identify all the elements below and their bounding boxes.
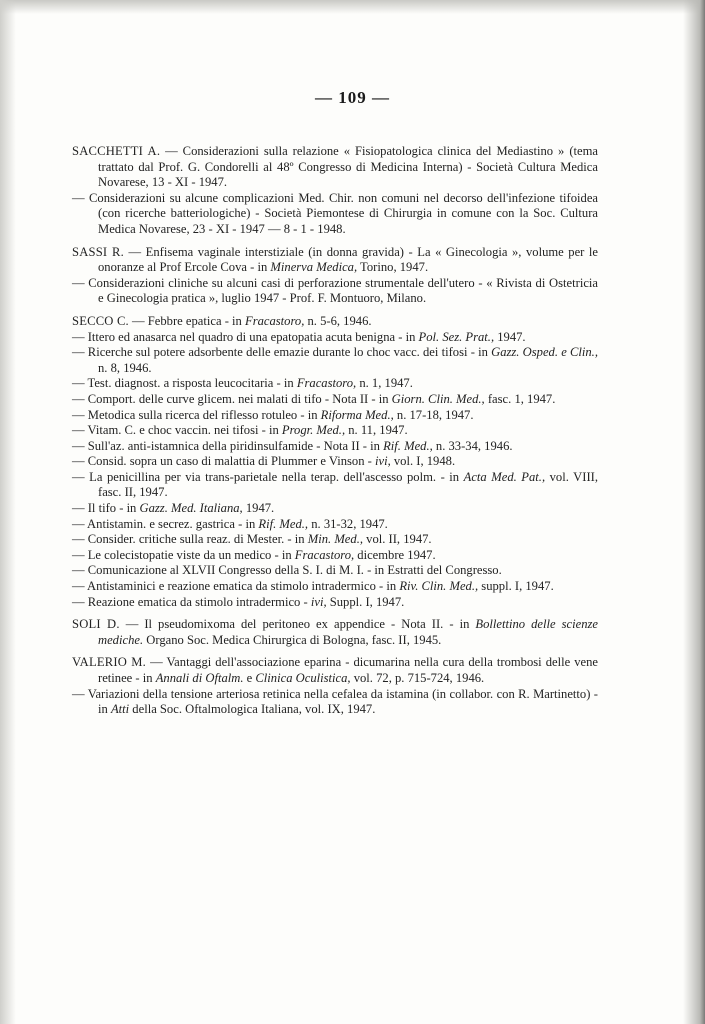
journal-title: Annali di Oftalm. (155, 671, 244, 685)
author-block (72, 144, 598, 238)
entry-text: — Vitam. C. e choc vaccin. nei tifosi - in (72, 423, 282, 438)
entry-text: n. 17-18, 1947. (393, 407, 474, 422)
bibliography-entry (72, 532, 598, 548)
journal-title: Clinica Oculistica, (255, 671, 351, 685)
bibliography-entry (72, 687, 598, 718)
entry-text: dicembre 1947. (354, 547, 436, 562)
author-name: SECCO C. (72, 313, 129, 328)
entry-text: — Febbre epatica - in (128, 313, 245, 328)
bibliography-entry (72, 314, 598, 330)
page-binding-edge (683, 0, 705, 1024)
journal-title: Fracastoro, (245, 313, 305, 328)
author-block (72, 617, 598, 648)
journal-title: Rif. Med., (383, 438, 433, 453)
bibliography-entry (72, 517, 598, 533)
author-block (72, 245, 598, 307)
journal-title: Min. Med., (307, 532, 363, 547)
entry-text: — Comport. delle curve glicem. nei malati di tifo - Nota II - in (72, 391, 392, 406)
journal-title: Rif. Med., (258, 516, 309, 531)
journal-title: Gazz. Med. Italiana, (139, 501, 243, 516)
journal-title: ivi, (374, 454, 391, 469)
bibliography-entry (72, 470, 598, 501)
journal-title: Riforma Med., (320, 407, 394, 422)
author-block (72, 655, 598, 717)
bibliography-entry (72, 617, 598, 648)
entry-text: — Considerazioni cliniche su alcuni casi di perforazione strumentale dell'utero - « Rivista di Ostetricia e Ginecologia pratica », luglio 1947 - Prof. F. Montuoro, Milano. (72, 275, 598, 306)
entry-text: — Il pseudomixoma del peritoneo ex appendice - Nota II. - in (119, 617, 476, 632)
entry-text: — Variazioni della tensione arteriosa retinica nella cefalea da istamina (in collabor. con R. Martinetto) - in (72, 686, 598, 717)
entry-text: n. 1, 1947. (356, 376, 413, 391)
author-block (72, 314, 598, 610)
entry-text: — Considerazioni su alcune complicazioni Med. Chir. non comuni nel decorso dell'infezione tifoidea (con ricerche batteriologiche) - Società Piemontese di Chirurgia in comune con la Soc. Cultura Medica Novarese, 23 - XI - 1947 — 8 - 1 - 1948. (72, 190, 598, 236)
journal-title: Fracastoro, (296, 376, 357, 391)
bibliography-entry (72, 423, 598, 439)
journal-title: Gazz. Osped. e Clin., (491, 345, 598, 360)
entry-text: — La penicillina per via trans-parietale nella terap. dell'ascesso polm. - in (72, 469, 464, 484)
journal-title: Atti (110, 702, 130, 717)
journal-title: Bollettino delle scienze mediche. (98, 617, 598, 647)
bibliography-entry (72, 439, 598, 455)
entry-text: — Il tifo - in (72, 501, 140, 516)
entry-text: fasc. 1, 1947. (484, 391, 556, 406)
entry-text: — Comunicazione al XLVII Congresso della S. I. di M. I. - in Estratti del Congresso. (72, 563, 502, 578)
bibliography-entry (72, 191, 598, 238)
entry-text: vol. II, 1947. (363, 532, 432, 547)
bibliography-entry (72, 376, 598, 392)
entry-text: — Ricerche sul potere adsorbente delle emazie durante lo choc vacc. dei tifosi - in (72, 345, 492, 360)
entry-text: Organo Soc. Medica Chirurgica di Bologna, fasc. II, 1945. (143, 632, 442, 647)
journal-title: Minerva Medica, (270, 260, 358, 275)
bibliography-entry (72, 454, 598, 470)
entry-text: vol. VIII, fasc. II, 1947. (98, 469, 598, 500)
entry-text: 1947. (242, 501, 275, 516)
entry-text: — Le colecistopatie viste da un medico - in (72, 547, 295, 562)
entry-text: — Considerazioni sulla relazione « Fisiopatologica clinica del Mediastino » (tema trattato dal Prof. G. Condorelli al 48º Congresso di Medicina Interna) - Società Cultura Medica Novarese, 13 - XI - 1947. (98, 144, 598, 190)
entry-text: — Antistaminici e reazione ematica da stimolo intradermico - in (72, 579, 400, 594)
bibliography-entry (72, 345, 598, 376)
page-number: — 109 — (315, 88, 390, 107)
author-name: VALERIO M. (72, 655, 147, 670)
bibliography-list (72, 144, 598, 725)
journal-title: Pol. Sez. Prat., (418, 329, 495, 344)
author-name: SOLI D. (72, 617, 120, 632)
journal-title: Progr. Med., (281, 423, 346, 438)
author-name: SACCHETTI A. (72, 144, 161, 158)
entry-text: n. 11, 1947. (345, 423, 408, 438)
bibliography-entry (72, 408, 598, 424)
entry-text: e (243, 671, 256, 685)
journal-title: Giorn. Clin. Med., (391, 391, 485, 406)
journal-title: Acta Med. Pat., (463, 469, 546, 484)
bibliography-entry (72, 330, 598, 346)
bibliography-entry (72, 276, 598, 307)
journal-title: Fracastoro, (294, 547, 355, 562)
entry-text: n. 31-32, 1947. (308, 516, 388, 531)
entry-text: n. 5-6, 1946. (304, 313, 372, 328)
entry-text: n. 8, 1946. (98, 360, 152, 375)
entry-text: Suppl. I, 1947. (326, 594, 405, 609)
journal-title: ivi, (310, 594, 327, 609)
entry-text: 1947. (494, 329, 526, 344)
bibliography-entry (72, 548, 598, 564)
entry-text: — Ittero ed anasarca nel quadro di una epatopatia acuta benigna - in (72, 329, 419, 344)
bibliography-entry (72, 579, 598, 595)
bibliography-entry (72, 144, 598, 191)
entry-text: vol. 72, p. 715-724, 1946. (350, 671, 485, 685)
bibliography-entry (72, 655, 598, 686)
entry-text: — Consider. critiche sulla reaz. di Mester. - in (72, 532, 308, 547)
author-name: SASSI R. (72, 244, 124, 259)
bibliography-entry (72, 245, 598, 276)
entry-text: suppl. I, 1947. (478, 579, 554, 594)
bibliography-entry (72, 595, 598, 611)
entry-text: — Antistamin. e secrez. gastrica - in (72, 516, 259, 531)
entry-text: vol. I, 1948. (390, 454, 456, 469)
entry-text: n. 33-34, 1946. (432, 438, 513, 453)
journal-title: Riv. Clin. Med., (399, 579, 479, 594)
entry-text: — Consid. sopra un caso di malattia di Plummer e Vinson - (72, 454, 375, 469)
bibliography-entry (72, 563, 598, 579)
bibliography-entry (72, 392, 598, 408)
entry-text: — Enfisema vaginale interstiziale (in donna gravida) - La « Ginecologia », volume per le onoranze al Prof Ercole Cova - in (98, 244, 598, 275)
entry-text: — Test. diagnost. a risposta leucocitaria - in (72, 376, 297, 391)
entry-text: Torino, 1947. (357, 260, 429, 275)
entry-text: — Vantaggi dell'associazione eparina - dicumarina nella cura della trombosi delle vene retinee - in (98, 655, 598, 685)
entry-text: — Metodica sulla ricerca del riflesso rotuleo - in (72, 407, 321, 422)
entry-text: — Sull'az. anti-istamnica della piridinsulfamide - Nota II - in (72, 438, 384, 453)
entry-text: della Soc. Oftalmologica Italiana, vol. IX, 1947. (129, 702, 376, 717)
page-shadow-top (0, 0, 705, 14)
entry-text: — Reazione ematica da stimolo intradermico - (72, 594, 311, 609)
page-shadow-left (0, 0, 16, 1024)
bibliography-entry (72, 501, 598, 517)
